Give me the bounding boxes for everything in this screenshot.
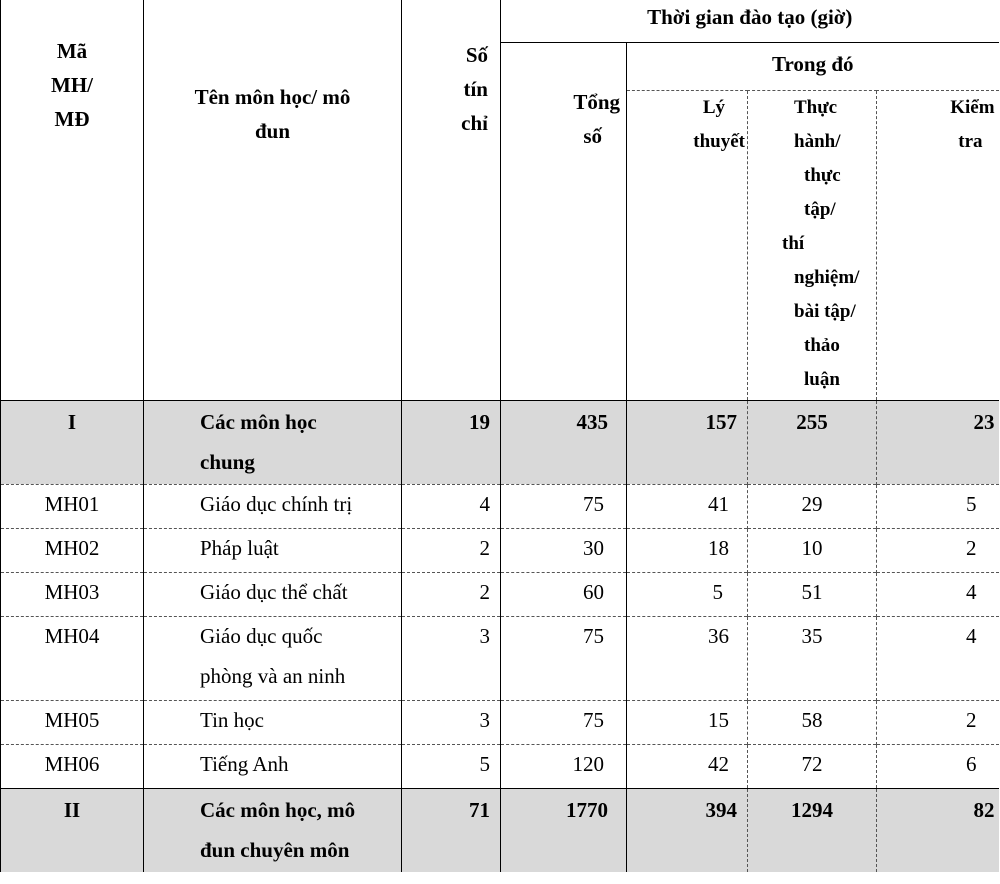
- header-code-line: MĐ: [54, 107, 90, 131]
- header-code-line: Mã: [56, 39, 88, 63]
- header-practice-line: nghiệm/: [794, 266, 860, 288]
- row-credits: 2: [402, 528, 501, 572]
- row-practice: 51: [748, 572, 877, 616]
- row-name: Giáo dục chính trị: [144, 484, 402, 528]
- row-code: MH06: [1, 744, 144, 788]
- row-credits: 3: [402, 700, 501, 744]
- header-theory: [627, 90, 748, 400]
- row-name: Giáo dục thể chất: [144, 572, 402, 616]
- table-row: [1, 744, 999, 788]
- row-name-line: chung: [200, 449, 255, 474]
- table-row: [1, 528, 999, 572]
- header-time-group-label: Thời gian đào tạo (giờ): [647, 5, 853, 29]
- row-code: MH02: [1, 528, 144, 572]
- header-name-line: Tên môn học/ mô: [194, 85, 351, 109]
- row-code: II: [1, 788, 144, 872]
- table-row: [1, 788, 999, 872]
- row-exam: 2: [877, 528, 999, 572]
- row-practice: 58: [748, 700, 877, 744]
- row-total: 30: [501, 528, 627, 572]
- row-total: 435: [501, 400, 627, 484]
- header-in-which-label: Trong đó: [772, 51, 854, 76]
- header-time-group: [501, 0, 999, 42]
- row-theory: 18: [627, 528, 748, 572]
- row-name-line: Các môn học, mô: [200, 797, 356, 822]
- header-theory-line: Lý: [702, 96, 725, 118]
- header-practice-line: Thực: [794, 96, 838, 118]
- row-exam: 6: [877, 744, 999, 788]
- table-row: [1, 400, 999, 484]
- header-code-line: MH/: [51, 73, 93, 97]
- header-exam: [877, 90, 999, 400]
- row-theory: 36: [627, 616, 748, 700]
- row-theory: 5: [627, 572, 748, 616]
- row-total: 75: [501, 616, 627, 700]
- row-total: 60: [501, 572, 627, 616]
- row-name: [144, 788, 402, 872]
- row-credits: 19: [402, 400, 501, 484]
- row-name-line: Giáo dục quốc: [200, 623, 323, 648]
- row-exam: 4: [877, 572, 999, 616]
- row-credits: 4: [402, 484, 501, 528]
- table-row: [1, 700, 999, 744]
- row-name-line: Các môn học: [200, 409, 317, 434]
- row-exam: 23: [877, 400, 999, 484]
- table-row: [1, 484, 999, 528]
- row-code: MH04: [1, 616, 144, 700]
- row-credits: 3: [402, 616, 501, 700]
- header-name-line: đun: [254, 119, 291, 143]
- table-row: [1, 572, 999, 616]
- header-practice-line: thí: [782, 232, 805, 254]
- header-total-line: Tổng: [573, 89, 620, 114]
- row-theory: 41: [627, 484, 748, 528]
- header-practice: [748, 90, 877, 400]
- row-practice: 10: [748, 528, 877, 572]
- row-name: Pháp luật: [144, 528, 402, 572]
- table-row: [1, 616, 999, 700]
- header-credits: [402, 0, 501, 400]
- header-theory-line: thuyết: [693, 130, 745, 152]
- row-total: 120: [501, 744, 627, 788]
- header-exam-line: tra: [958, 130, 983, 152]
- row-theory: 394: [627, 788, 748, 872]
- row-practice: 1294: [748, 788, 877, 872]
- row-total: 75: [501, 700, 627, 744]
- row-name: [144, 616, 402, 700]
- header-code: [1, 0, 144, 400]
- row-exam: 5: [877, 484, 999, 528]
- row-code: MH01: [1, 484, 144, 528]
- row-code: MH05: [1, 700, 144, 744]
- header-exam-line: Kiểm: [950, 96, 995, 118]
- header-practice-line: luận: [804, 368, 840, 390]
- row-exam: 4: [877, 616, 999, 700]
- row-exam: 82: [877, 788, 999, 872]
- row-credits: 2: [402, 572, 501, 616]
- row-code: MH03: [1, 572, 144, 616]
- header-credits-line: Số: [465, 43, 488, 67]
- row-code: I: [1, 400, 144, 484]
- row-total: 1770: [501, 788, 627, 872]
- row-exam: 2: [877, 700, 999, 744]
- row-practice: 29: [748, 484, 877, 528]
- header-practice-line: thảo: [804, 334, 840, 356]
- row-name: Tin học: [144, 700, 402, 744]
- row-total: 75: [501, 484, 627, 528]
- row-theory: 157: [705, 409, 737, 434]
- row-credits: 71: [402, 788, 501, 872]
- header-name: [144, 0, 402, 400]
- header-total: [501, 42, 627, 400]
- row-credits: 5: [402, 744, 501, 788]
- row-theory: 42: [627, 744, 748, 788]
- row-theory: 15: [627, 700, 748, 744]
- header-practice-line: tập/: [804, 198, 836, 220]
- row-practice: 72: [748, 744, 877, 788]
- row-name-line: phòng và an ninh: [200, 663, 346, 688]
- row-practice: 35: [748, 616, 877, 700]
- header-practice-line: bài tập/: [794, 300, 856, 322]
- header-in-which: [627, 42, 999, 90]
- header-practice-line: hành/: [794, 130, 841, 152]
- header-practice-line: thực: [804, 164, 841, 186]
- row-practice: 255: [748, 400, 877, 484]
- header-credits-line: tín: [463, 77, 488, 101]
- row-name-line: đun chuyên môn: [200, 837, 350, 862]
- row-name: [144, 400, 402, 484]
- row-name: Tiếng Anh: [144, 744, 402, 788]
- header-total-line: số: [583, 123, 602, 148]
- header-credits-line: chỉ: [461, 111, 488, 135]
